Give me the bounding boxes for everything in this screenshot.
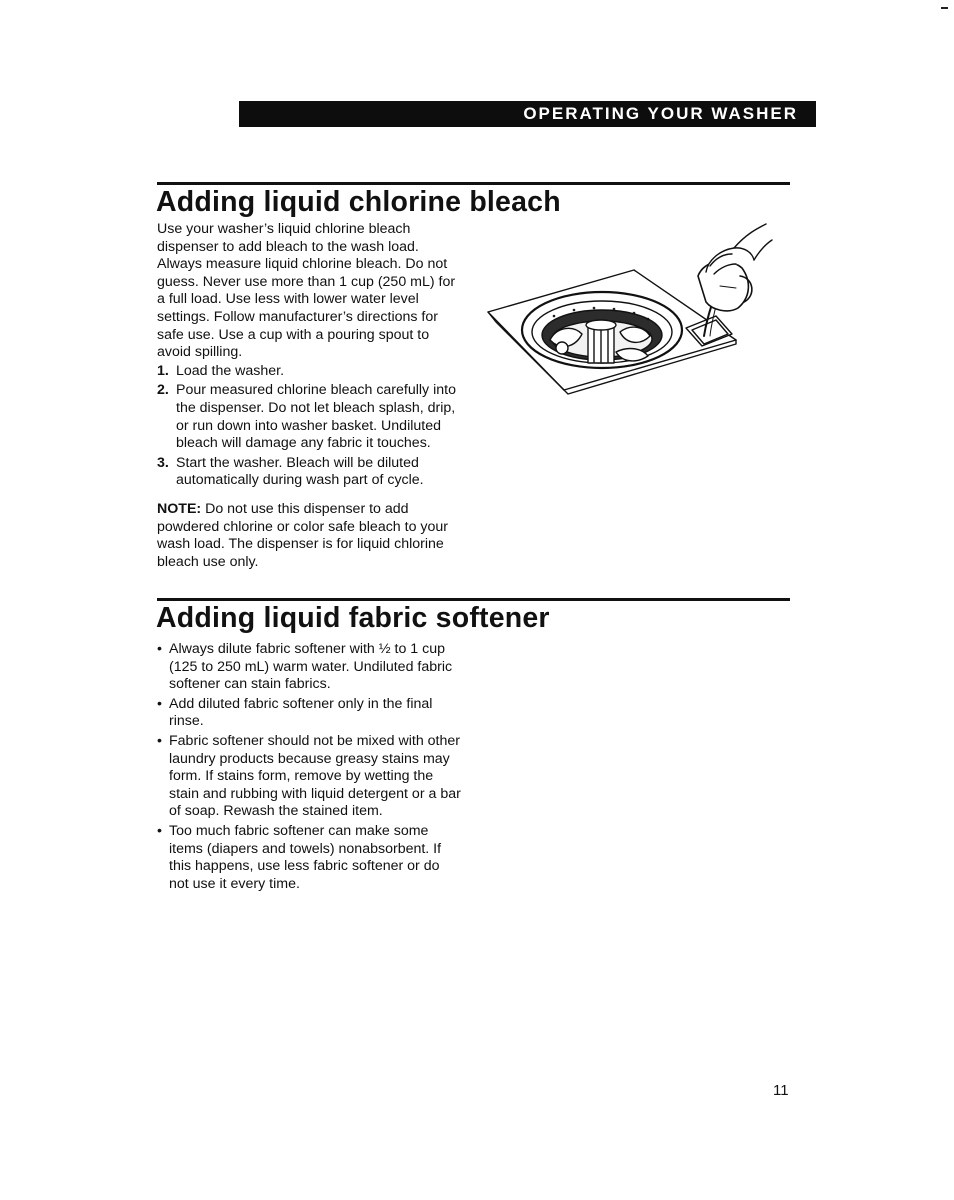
section-banner-text: OPERATING YOUR WASHER: [523, 104, 798, 123]
note-label: NOTE:: [157, 500, 202, 517]
softener-bullet-3: [157, 733, 462, 821]
bullet-icon: •: [157, 822, 162, 839]
bullet-text: Too much fabric softener can make some items (diapers and towels) nonabsorbent. If this happens, use less fabric softener or do not use it every time.: [169, 822, 442, 892]
corner-mark: [941, 7, 948, 9]
section-banner: [239, 101, 816, 127]
step-number: 3.: [157, 454, 169, 471]
washer-bleach-pouring-illustration: [484, 212, 774, 404]
bleach-steps-list: [157, 363, 462, 490]
bleach-step-3: [157, 455, 462, 490]
step-number: 2.: [157, 382, 169, 399]
bullet-icon: •: [157, 732, 162, 749]
bleach-section-rule: [157, 182, 790, 185]
softener-bullet-1: [157, 641, 462, 694]
page-number: 11: [773, 1082, 789, 1099]
step-text: Pour measured chlorine bleach carefully into the dispenser. Do not let bleach splash, drip, or run down into washer basket. Undiluted bleach will damage any fabric it touches.: [176, 382, 456, 452]
softener-bullet-4: [157, 823, 462, 893]
bleach-section-title: Adding liquid chlorine bleach: [156, 186, 561, 218]
bullet-icon: •: [157, 641, 162, 657]
bullet-text: Fabric softener should not be mixed with other laundry products because greasy stains may form. If stains form, remove by wetting the stain and rubbing with liquid detergent or a bar of soap. Rewash the stained item.: [169, 732, 461, 820]
softener-section-body: [157, 641, 462, 895]
bleach-intro: Use your washer’s liquid chlorine bleach dispenser to add bleach to the wash load. Always measure liquid chlorine bleach. Do not guess. Never use more than 1 cup (250 mL) for a full load. Use less with lower water level settings. Follow manufacturer’s directions for safe use. Use a cup with a pouring spout to avoid spilling.: [157, 221, 456, 361]
step-number: 1.: [157, 362, 169, 379]
bleach-step-1: [157, 363, 462, 381]
softener-bullets-list: [157, 641, 462, 893]
bullet-icon: •: [157, 695, 162, 712]
bullet-text: Always dilute fabric softener with ½ to 1 cup (125 to 250 mL) warm water. Undiluted fabric softener can stain fabrics.: [169, 641, 453, 693]
bullet-text: Add diluted fabric softener only in the final rinse.: [169, 695, 433, 730]
bleach-section-body: [157, 221, 462, 571]
step-text: Load the washer.: [176, 362, 285, 379]
step-text: Start the washer. Bleach will be diluted automatically during wash part of cycle.: [176, 454, 424, 489]
softener-section-title: Adding liquid fabric softener: [156, 602, 550, 634]
note-text: Do not use this dispenser to add powdered chlorine or color safe bleach to your wash load. The dispenser is for liquid chlorine bleach use only.: [157, 500, 449, 570]
bleach-step-2: [157, 382, 462, 452]
softener-section-rule: [157, 598, 790, 601]
bleach-note: [157, 501, 462, 571]
softener-bullet-2: [157, 696, 462, 731]
